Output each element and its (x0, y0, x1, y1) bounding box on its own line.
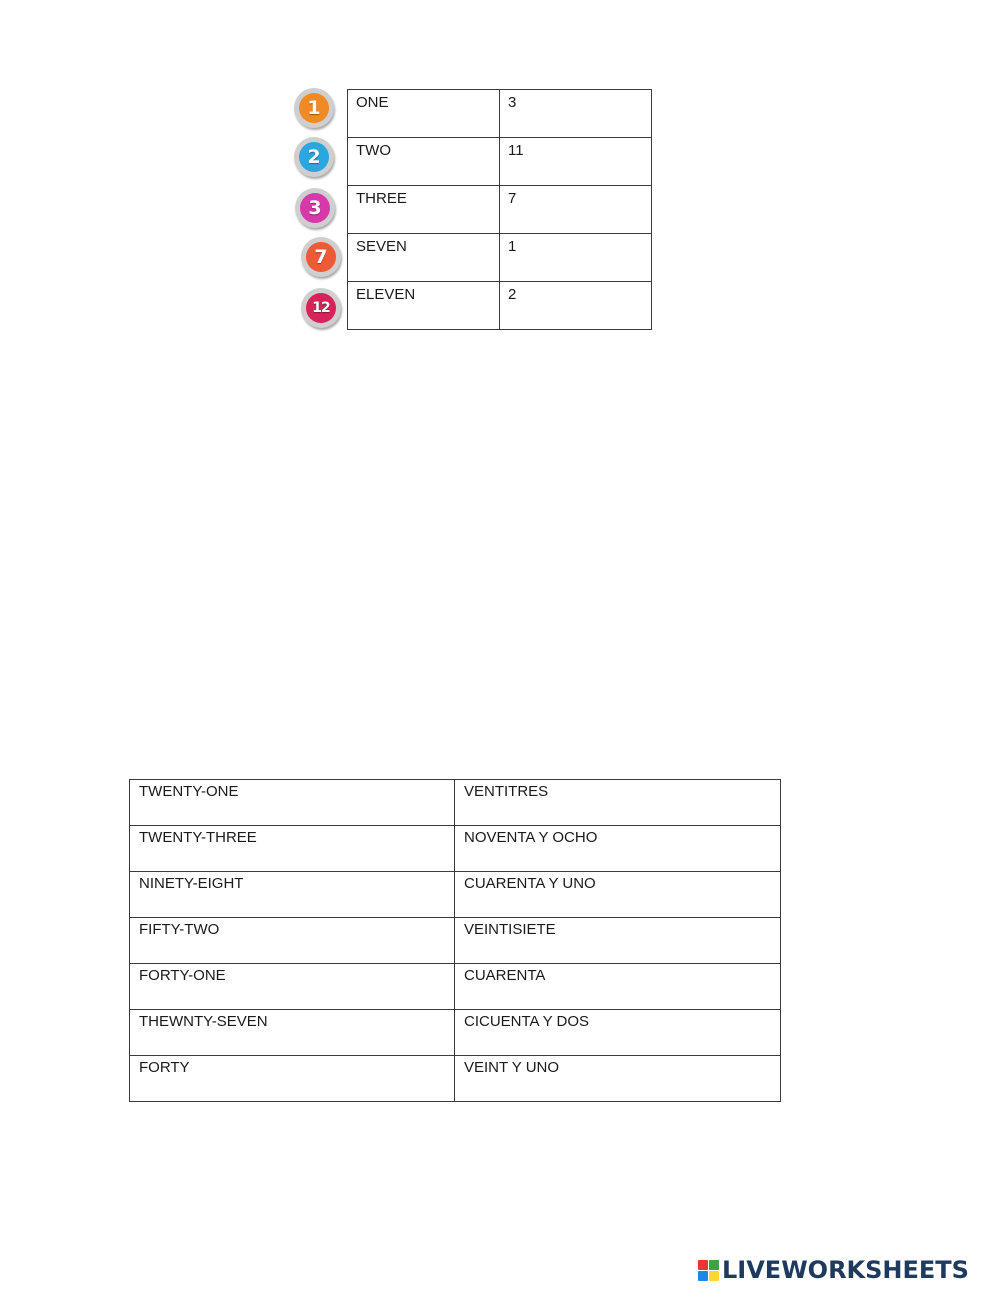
spanish-cell (455, 826, 781, 872)
cell-text: SEVEN (356, 238, 407, 255)
logo-text: LIVEWORKSHEETS (722, 1256, 969, 1284)
word-cell (348, 186, 500, 234)
spanish-cell (455, 1010, 781, 1056)
number-1-badge-icon (294, 88, 334, 128)
table-row (130, 918, 781, 964)
table-row (348, 186, 652, 234)
cell-text: 3 (508, 94, 517, 111)
badge-number: 1 (299, 93, 329, 123)
cell-text: NOVENTA Y OCHO (464, 829, 598, 846)
number-7-badge-icon (301, 237, 341, 277)
cell-text: 2 (508, 286, 517, 303)
number-cell (500, 90, 652, 138)
cell-text: VEINTISIETE (464, 921, 556, 938)
english-cell (130, 780, 455, 826)
table-row (130, 780, 781, 826)
cell-text: THEWNTY-SEVEN (139, 1013, 268, 1030)
word-cell (348, 90, 500, 138)
spanish-cell (455, 918, 781, 964)
cell-text: 1 (508, 238, 517, 255)
spanish-cell (455, 964, 781, 1010)
number-cell (500, 234, 652, 282)
number-12-badge-icon (301, 288, 341, 328)
cell-text: FORTY (139, 1059, 190, 1076)
number-2-badge-icon (294, 137, 334, 177)
numbers-matching-table (347, 89, 652, 330)
cell-text: TWENTY-ONE (139, 783, 239, 800)
cell-text: CUARENTA Y UNO (464, 875, 596, 892)
word-cell (348, 138, 500, 186)
liveworksheets-logo[interactable] (698, 1256, 969, 1284)
word-cell (348, 234, 500, 282)
english-cell (130, 826, 455, 872)
logo-squares-icon (698, 1260, 719, 1281)
table-row (130, 1056, 781, 1102)
number-cell (500, 186, 652, 234)
english-cell (130, 964, 455, 1010)
spanish-cell (455, 1056, 781, 1102)
spanish-cell (455, 780, 781, 826)
number-cell (500, 282, 652, 330)
table-row (348, 234, 652, 282)
badge-number: 12 (306, 293, 336, 323)
table-row (130, 826, 781, 872)
number-cell (500, 138, 652, 186)
english-cell (130, 1010, 455, 1056)
cell-text: NINETY-EIGHT (139, 875, 244, 892)
cell-text: VENTITRES (464, 783, 549, 800)
cell-text: FORTY-ONE (139, 967, 226, 984)
cell-text: VEINT Y UNO (464, 1059, 560, 1076)
spanish-cell (455, 872, 781, 918)
table-row (130, 872, 781, 918)
cell-text: CUARENTA (464, 967, 546, 984)
cell-text: THREE (356, 190, 407, 207)
table-row (348, 90, 652, 138)
number-3-badge-icon (295, 188, 335, 228)
english-cell (130, 918, 455, 964)
cell-text: TWENTY-THREE (139, 829, 257, 846)
cell-text: FIFTY-TWO (139, 921, 220, 938)
cell-text: ELEVEN (356, 286, 416, 303)
cell-text: TWO (356, 142, 391, 159)
cell-text: CICUENTA Y DOS (464, 1013, 590, 1030)
badge-number: 7 (306, 242, 336, 272)
badge-number: 3 (300, 193, 330, 223)
table-row (348, 138, 652, 186)
translation-matching-table (129, 779, 781, 1102)
table-row (130, 964, 781, 1010)
table-row (130, 1010, 781, 1056)
word-cell (348, 282, 500, 330)
cell-text: 7 (508, 190, 517, 207)
english-cell (130, 872, 455, 918)
table-row (348, 282, 652, 330)
cell-text: ONE (356, 94, 389, 111)
english-cell (130, 1056, 455, 1102)
badge-number: 2 (299, 142, 329, 172)
cell-text: 11 (508, 142, 524, 159)
